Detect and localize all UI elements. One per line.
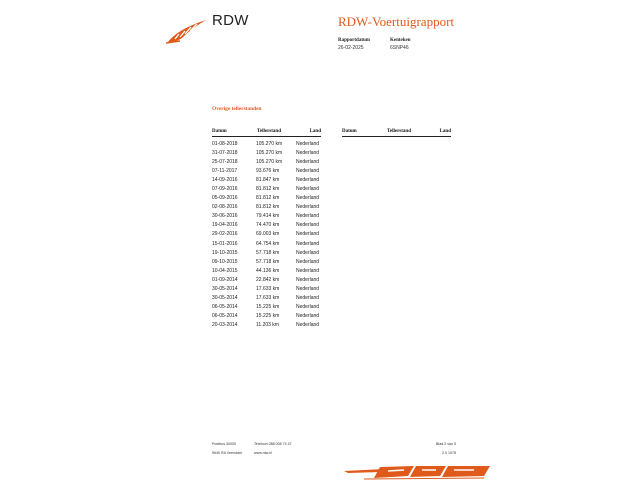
row-odometer: 69.003 km [256,231,280,238]
row-country: Nederland [296,231,320,238]
page-number: Blad 2 van 5 [436,442,456,446]
footer-postal: 9640 RA Veendam [212,450,242,455]
report-date-label: Rapportdatum [338,38,370,43]
odometer-table [212,129,321,331]
row-odometer: 74.470 km [256,222,280,229]
row-odometer: 81.812 km [256,185,280,192]
footer-contact [254,440,292,457]
row-odometer: 105.270 km [256,149,283,156]
row-country: Nederland [296,176,320,183]
column-header-odometer: Tellerstand [387,129,411,134]
table-row [212,304,321,313]
column-header-country: Land [309,129,321,134]
logo-text: RDW [212,12,249,29]
row-odometer: 57.718 km [256,258,280,265]
report-title: RDW-Voertuigrapport [338,14,455,29]
table-row [212,286,321,295]
row-date: 07-11-2017 [212,167,238,174]
row-date: 06-05-2014 [212,304,238,311]
row-country: Nederland [296,267,320,274]
row-date: 15-01-2016 [212,240,238,247]
row-date: 06-05-2014 [212,313,238,320]
table-row [212,195,321,204]
row-country: Nederland [296,258,320,265]
row-date: 09-10-2015 [212,258,238,265]
row-country: Nederland [296,304,320,311]
table-row [212,277,321,286]
row-date: 31-07-2018 [212,149,238,156]
row-odometer: 17.633 km [256,286,280,292]
row-odometer: 93.676 km [256,167,280,174]
row-country: Nederland [296,276,320,283]
report-date-value: 26-02-2025 [338,44,364,51]
row-country: Nederland [296,286,320,292]
row-country: Nederland [296,213,320,220]
table-row [212,231,321,240]
row-date: 10-04-2015 [212,267,238,274]
table-row [212,241,321,250]
row-odometer: 81.812 km [256,204,280,211]
table-header [342,129,451,137]
row-country: Nederland [296,222,320,229]
plate-label: Kenteken [390,38,411,43]
row-date: 02-08-2016 [212,204,238,211]
table-row [212,259,321,268]
row-country: Nederland [296,240,320,247]
row-date: 05-09-2016 [212,195,238,202]
row-odometer: 79.414 km [256,213,280,220]
table-row [212,159,321,168]
table-row [212,150,321,159]
row-odometer: 64.754 km [256,240,280,247]
row-odometer: 105.270 km [256,140,283,147]
table-row [212,268,321,277]
table-row [212,168,321,177]
row-country: Nederland [296,322,320,329]
table-row [212,250,321,259]
footer-address [212,440,242,457]
row-date: 14-09-2016 [212,176,238,183]
row-country: Nederland [296,295,320,302]
row-country: Nederland [296,167,320,174]
plate-value: 6SNP46 [390,44,409,51]
row-date: 01-08-2018 [212,140,238,147]
footer-website[interactable]: www.rdw.nl [254,450,272,455]
row-country: Nederland [296,195,320,202]
plate-block [390,37,411,52]
version-number: 2.0 1078 [442,450,456,455]
row-odometer: 15.225 km [256,304,280,311]
row-country: Nederland [296,204,320,211]
row-date: 01-09-2014 [212,276,238,283]
row-date: 19-04-2016 [212,222,238,229]
column-header-odometer: Tellerstand [257,129,281,134]
row-odometer: 11.203 km [256,322,279,329]
row-date: 30-05-2014 [212,286,238,292]
table-row [212,322,321,331]
column-header-date: Datum [342,129,357,134]
table-row [212,141,321,150]
odometer-table-empty [342,129,451,137]
row-country: Nederland [296,185,320,192]
footer-phone: Telefoon 088 008 74 47 [254,442,292,446]
section-title: Overige tellerstanden [212,106,262,112]
row-date: 19-10-2015 [212,249,238,256]
row-country: Nederland [296,313,320,320]
table-header [212,129,321,137]
row-odometer: 81.847 km [256,176,280,183]
row-odometer: 22.842 km [256,276,280,283]
row-date: 25-07-2018 [212,158,238,165]
row-odometer: 105.270 km [256,158,283,165]
rdw-stripe-icon [344,466,494,480]
row-date: 30-06-2016 [212,213,238,220]
footer-page-info [435,440,456,457]
row-country: Nederland [296,249,320,256]
table-body [212,141,321,332]
row-odometer: 81.812 km [256,195,280,202]
row-country: Nederland [296,158,320,165]
table-row [212,222,321,231]
column-header-country: Land [439,129,451,134]
row-odometer: 44.136 km [256,267,280,274]
row-country: Nederland [296,149,320,156]
row-odometer: 57.718 km [256,249,280,256]
table-row [212,295,321,304]
table-row [212,177,321,186]
row-odometer: 17.633 km [256,295,280,302]
row-date: 29-02-2016 [212,231,238,238]
report-date-block [338,37,370,52]
table-row [212,186,321,195]
table-row [212,213,321,222]
row-date: 30-05-2014 [212,295,238,302]
column-header-date: Datum [212,129,227,134]
footer-postbus: Postbus 30000 [212,442,236,446]
row-country: Nederland [296,140,320,147]
table-row [212,204,321,213]
rdw-logo-icon [166,16,208,46]
row-date: 20-03-2014 [212,322,238,329]
row-date: 07-09-2016 [212,185,238,192]
table-row [212,313,321,322]
row-odometer: 15.225 km [256,313,280,320]
